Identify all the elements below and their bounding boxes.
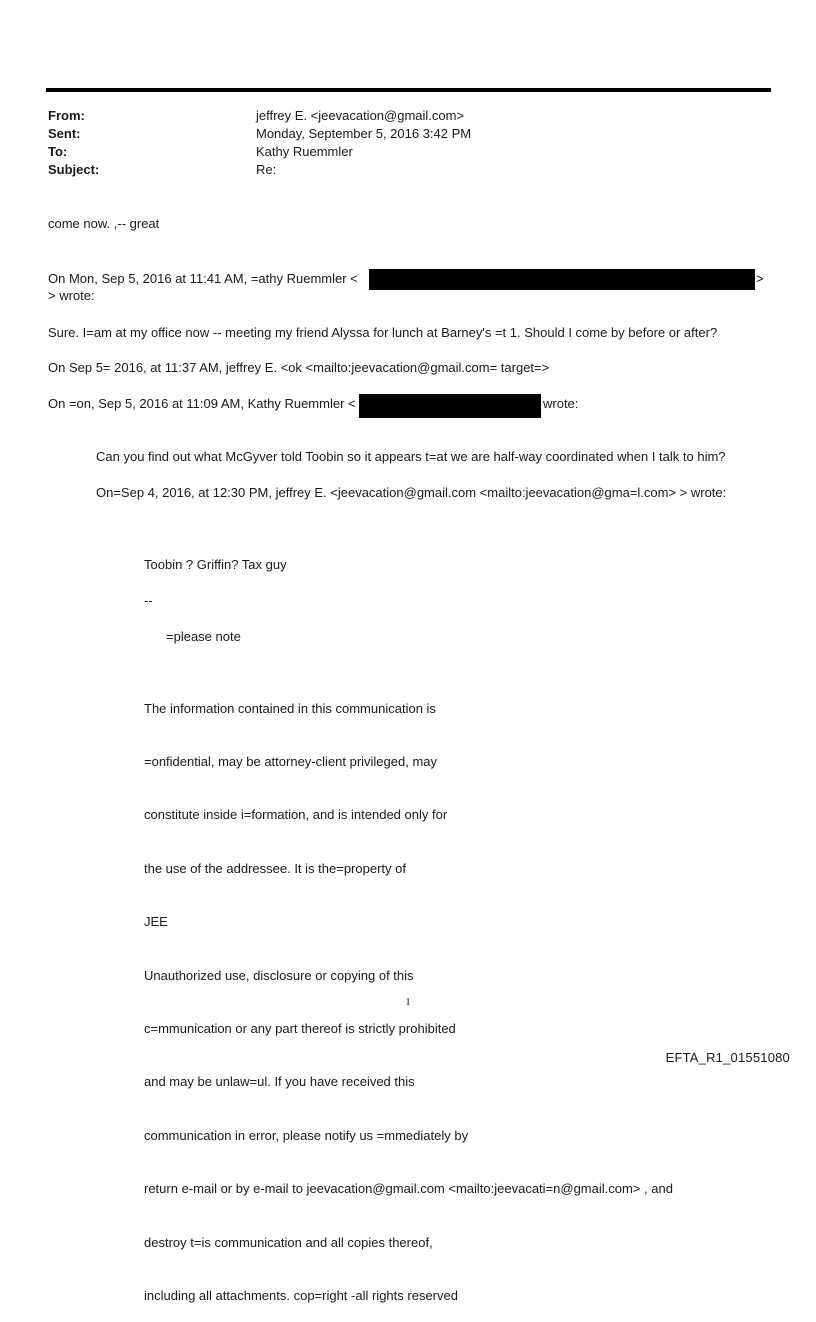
subject-label: Subject: — [48, 162, 100, 177]
from-value: jeffrey E. <jeevacation@gmail.com> — [256, 108, 465, 123]
from-label: From: — [48, 108, 85, 123]
disclaimer-line: =onfidential, may be attorney-client privileged, may — [144, 753, 438, 769]
subject-value: Re: — [256, 162, 277, 177]
document-id: EFTA_R1_01551080 — [665, 1050, 790, 1065]
reply-text: come now. ,-- great — [48, 216, 160, 231]
signature-dashes: -- — [144, 593, 153, 608]
to-row — [48, 143, 353, 161]
disclaimer-block — [144, 664, 673, 1322]
disclaimer-line: constitute inside i=formation, and is intended only for — [144, 807, 448, 823]
disclaimer-line: including all attachments. cop=right -all rights reserved — [144, 1287, 458, 1303]
quote1-line2: > wrote: — [48, 288, 95, 303]
to-label: To: — [48, 144, 68, 159]
sep4-line: On=Sep 4, 2016, at 12:30 PM, jeffrey E. <jeevacation@gmail.com <mailto:jeevacation@gma=l.com> > wrote: — [96, 485, 727, 500]
disclaimer-line: JEE — [144, 914, 168, 930]
sent-row — [48, 125, 471, 143]
sep5-line: On Sep 5= 2016, at 11:37 AM, jeffrey E. <ok <mailto:jeevacation@gmail.com= target=> — [48, 360, 550, 375]
header-rule — [46, 88, 771, 92]
subject-row — [48, 161, 276, 179]
kathy-line-end: wrote: — [543, 396, 579, 411]
mcgyver-line: Can you find out what McGyver told Toobin so it appears t=at we are half-way coordinated when I talk to him? — [96, 449, 726, 464]
kathy-line-start: On =on, Sep 5, 2016 at 11:09 AM, Kathy Ruemmler < — [48, 396, 356, 411]
disclaimer-line: the use of the addressee. It is the=property of — [144, 860, 406, 876]
disclaimer-line: Unauthorized use, disclosure or copying of this — [144, 967, 414, 983]
quote1-line1-end: > — [756, 271, 764, 286]
redaction-box — [369, 269, 755, 290]
please-note: =please note — [166, 629, 241, 644]
to-value: Kathy Ruemmler — [256, 144, 353, 159]
disclaimer-line: and may be unlaw=ul. If you have received this — [144, 1074, 415, 1090]
sent-value: Monday, September 5, 2016 3:42 PM — [256, 126, 472, 141]
sure-line: Sure. I=am at my office now -- meeting my friend Alyssa for lunch at Barney's =t 1. Should I come by before or after? — [48, 325, 718, 340]
disclaimer-line: destroy t=is communication and all copies thereof, — [144, 1234, 433, 1250]
sent-label: Sent: — [48, 126, 81, 141]
disclaimer-line: communication in error, please notify us =mmediately by — [144, 1127, 469, 1143]
from-row — [48, 107, 464, 125]
toobin-line: Toobin ? Griffin? Tax guy — [144, 557, 287, 572]
redaction-box — [359, 394, 541, 418]
page-number: 1 — [405, 996, 411, 1008]
quote1-line1: On Mon, Sep 5, 2016 at 11:41 AM, =athy Ruemmler < — [48, 271, 358, 286]
disclaimer-line: return e-mail or by e-mail to jeevacation@gmail.com <mailto:jeevacati=n@gmail.com> , and — [144, 1181, 673, 1197]
disclaimer-line: The information contained in this communication is — [144, 700, 436, 716]
disclaimer-line: c=mmunication or any part thereof is strictly prohibited — [144, 1020, 456, 1036]
